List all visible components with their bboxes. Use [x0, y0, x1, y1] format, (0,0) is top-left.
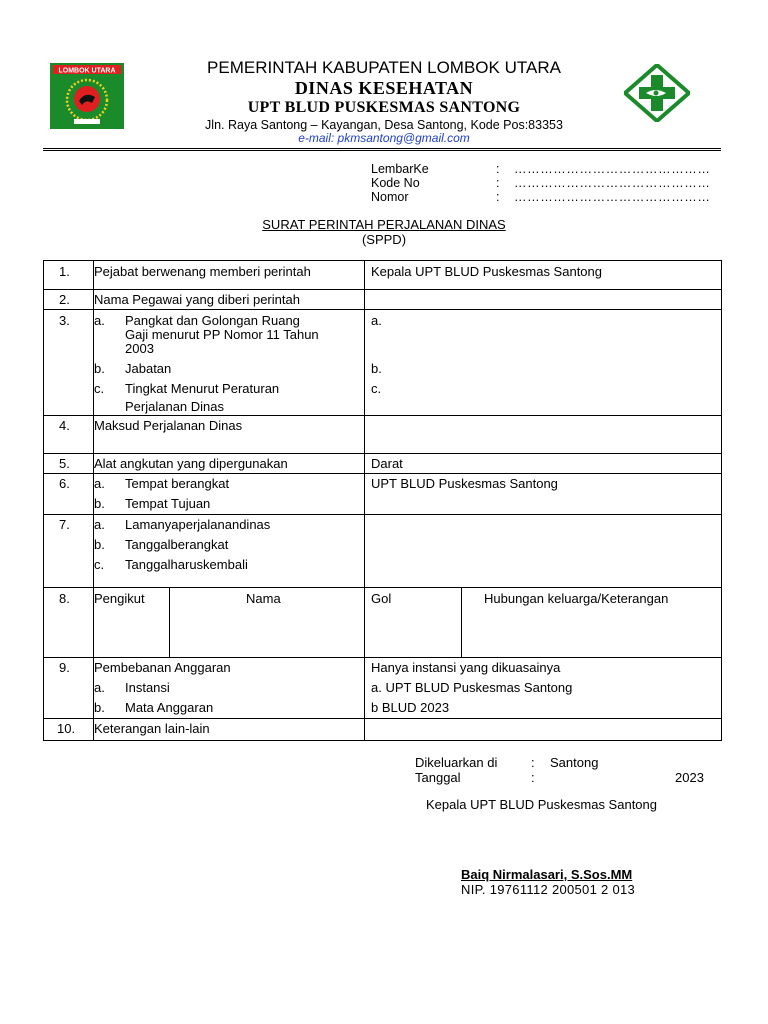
- row-number: 6.: [59, 476, 70, 491]
- reference-code: Kode No : ………………………………………: [371, 176, 711, 190]
- rank-label: Pangkat dan Golongan Ruang: [125, 313, 300, 328]
- logo-left-text: LOMBOK UTARA: [58, 67, 116, 75]
- unit-name: UPT BLUD PUSKESMAS SANTONG: [247, 99, 521, 116]
- row-number: 3.: [59, 313, 70, 328]
- level-label: Tingkat Menurut Peraturan: [125, 381, 280, 396]
- row-label: Nama Pegawai yang diberi perintah: [94, 292, 300, 307]
- reference-dots: ………………………………………: [514, 176, 711, 190]
- signer-nip: NIP. 19761112 200501 2 013: [461, 882, 636, 897]
- table-row: 7. a. Lamanyaperjalanandinas b. Tanggalberangkat c. Tanggalharuskembali: [44, 515, 722, 588]
- destination-label: Tempat Tujuan: [125, 496, 211, 511]
- column-name-header: Nama: [246, 591, 281, 606]
- header-divider: [43, 148, 721, 151]
- signer-name: Baiq Nirmalasari, S.Sos.MM: [461, 867, 633, 882]
- document-title: SURAT PERINTAH PERJALANAN DINAS: [262, 217, 506, 232]
- table-row: 3. a. Pangkat dan Golongan Ruang Gaji menurut PP Nomor 11 Tahun 2003 b. Jabatan c. Tingkat Menurut Peraturan Perjalanan Dinas a. b. c.: [44, 310, 722, 416]
- row-label: Maksud Perjalanan Dinas: [94, 418, 243, 433]
- column-rank-header: Gol: [371, 591, 392, 606]
- row-value: Darat: [371, 456, 403, 471]
- row-number: 10.: [57, 721, 76, 736]
- table-row: 6. a. Tempat berangkat b. Tempat Tujuan UPT BLUD Puskesmas Santong: [44, 474, 722, 515]
- reference-label: LembarKe: [371, 162, 429, 176]
- budget-value: b BLUD 2023: [371, 700, 450, 715]
- duration-label: Lamanyaperjalanandinas: [125, 517, 271, 532]
- departure-label: Tempat berangkat: [125, 476, 230, 491]
- return-date-label: Tanggalharuskembali: [125, 557, 248, 572]
- row-value: UPT BLUD Puskesmas Santong: [371, 476, 558, 491]
- email: e-mail: pkmsantong@gmail.com: [298, 131, 470, 145]
- issued-at-value: Santong: [550, 755, 599, 770]
- reference-number: Nomor : ………………………………………: [371, 190, 711, 204]
- date-value: 2023: [675, 770, 704, 785]
- reference-label: Nomor: [371, 190, 409, 204]
- row-value: Kepala UPT BLUD Puskesmas Santong: [371, 264, 602, 279]
- table-row: 9. Pembebanan Anggaran a. Instansi b. Mata Anggaran Hanya instansi yang dikuasainya a. UPT BLUD Puskesmas Santong b BLUD 2023: [44, 658, 722, 719]
- position-label: Jabatan: [125, 361, 172, 376]
- row-label: Pejabat berwenang memberi perintah: [94, 264, 311, 279]
- issued-at-label: Dikeluarkan di: [415, 755, 498, 770]
- agency-label: Instansi: [125, 680, 170, 695]
- agency-value: a. UPT BLUD Puskesmas Santong: [371, 680, 573, 695]
- address: Jln. Raya Santong – Kayangan, Desa Santong, Kode Pos:83353: [205, 118, 563, 132]
- table-row: [44, 261, 722, 290]
- date-label: Tanggal: [415, 770, 461, 785]
- reference-sheet: LembarKe : ………………………………………: [371, 162, 711, 176]
- column-relation-header: Hubungan keluarga/Keterangan: [484, 591, 669, 606]
- sppd-table: [43, 260, 722, 741]
- table-row: [44, 416, 722, 454]
- table-row: [44, 454, 722, 474]
- row-number: 4.: [59, 418, 70, 433]
- row-number: 2.: [59, 292, 70, 307]
- document-subtitle: (SPPD): [361, 232, 407, 247]
- government-name: PEMERINTAH KABUPATEN LOMBOK UTARA: [207, 58, 561, 77]
- row-label: Alat angkutan yang dipergunakan: [94, 456, 288, 471]
- table-row: [44, 588, 722, 658]
- reference-dots: ………………………………………: [514, 190, 711, 204]
- departure-date-label: Tanggalberangkat: [125, 537, 229, 552]
- signer-position: Kepala UPT BLUD Puskesmas Santong: [426, 797, 657, 812]
- row-number: 7.: [59, 517, 70, 532]
- reference-dots: ………………………………………: [514, 162, 711, 176]
- budget-label: Mata Anggaran: [125, 700, 214, 715]
- row-label: Pembebanan Anggaran: [94, 660, 231, 675]
- table-row: [44, 719, 722, 741]
- department-name: DINAS KESEHATAN: [294, 78, 474, 98]
- row-number: 8.: [59, 591, 70, 606]
- row-label: Keterangan lain-lain: [94, 721, 210, 736]
- row-number: 9.: [59, 660, 70, 675]
- row-value: Hanya instansi yang dikuasainya: [371, 660, 561, 675]
- table-row: [44, 290, 722, 310]
- row-label: Pengikut: [94, 591, 145, 606]
- reference-label: Kode No: [371, 176, 420, 190]
- row-number: 1.: [59, 264, 70, 279]
- row-number: 5.: [59, 456, 70, 471]
